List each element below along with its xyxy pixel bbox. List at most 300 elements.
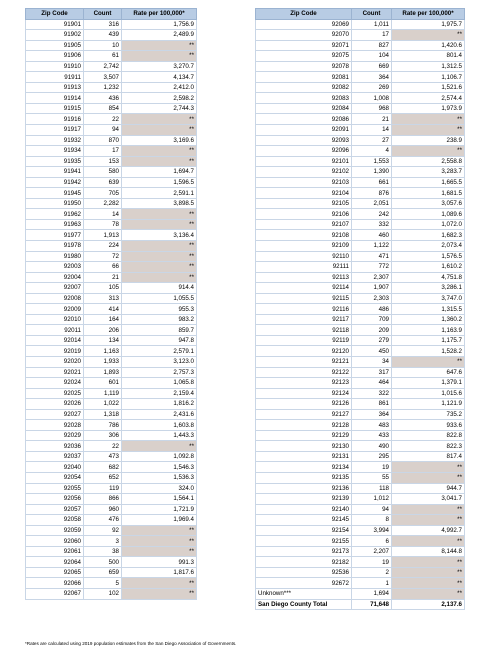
zip-code-cell: 92056: [26, 494, 84, 505]
table-row: [26, 314, 197, 325]
rate-cell: 1,089.6: [392, 209, 465, 220]
zip-code-cell: 92020: [26, 357, 84, 368]
table-row: [256, 293, 465, 304]
table-row: [256, 494, 465, 505]
table-row: [26, 124, 197, 135]
rate-cell: **: [122, 262, 197, 273]
table-row: [26, 209, 197, 220]
table-row: [26, 272, 197, 283]
rate-cell: **: [122, 146, 197, 157]
zip-code-cell: 91934: [26, 146, 84, 157]
zip-code-cell: 92131: [256, 451, 352, 462]
count-cell: 1,893: [84, 367, 122, 378]
rate-header: Rate per 100,000*: [392, 9, 465, 20]
rate-cell: 1,536.3: [122, 473, 197, 484]
count-cell: 332: [352, 219, 392, 230]
count-cell: 1,022: [84, 399, 122, 410]
rate-cell: **: [392, 124, 465, 135]
count-cell: 364: [352, 72, 392, 83]
table-row: [256, 198, 465, 209]
count-cell: 14: [352, 124, 392, 135]
zip-code-cell: 92004: [26, 272, 84, 283]
rate-cell: 735.2: [392, 409, 465, 420]
zip-code-cell: 91905: [26, 40, 84, 51]
zip-code-cell: 92118: [256, 325, 352, 336]
zip-code-cell: 92102: [256, 167, 352, 178]
zip-code-cell: 91911: [26, 72, 84, 83]
table-row: [256, 378, 465, 389]
rate-cell: 991.3: [122, 557, 197, 568]
count-cell: 316: [84, 19, 122, 30]
unknown-label: Unknown***: [256, 589, 352, 600]
zip-code-cell: 92103: [256, 177, 352, 188]
count-cell: 968: [352, 103, 392, 114]
table-row: [256, 536, 465, 547]
table-row: [26, 262, 197, 273]
zip-code-cell: 92134: [256, 462, 352, 473]
zip-code-cell: 92115: [256, 293, 352, 304]
zip-code-cell: 92135: [256, 473, 352, 484]
count-cell: 317: [352, 367, 392, 378]
zip-code-cell: 92007: [26, 283, 84, 294]
table-row: [26, 188, 197, 199]
zip-code-cell: 92139: [256, 494, 352, 505]
count-cell: 1,913: [84, 230, 122, 241]
zip-code-cell: 92140: [256, 504, 352, 515]
zip-code-cell: 92107: [256, 219, 352, 230]
zip-code-cell: 92093: [256, 135, 352, 146]
zip-code-cell: 91941: [26, 167, 84, 178]
count-cell: 500: [84, 557, 122, 568]
zip-code-header: Zip Code: [26, 9, 84, 20]
zip-code-cell: 92173: [256, 546, 352, 557]
rate-cell: 3,123.0: [122, 357, 197, 368]
count-cell: 1,008: [352, 93, 392, 104]
rate-cell: 822.3: [392, 441, 465, 452]
zip-code-cell: 92025: [26, 388, 84, 399]
rate-cell: 2,591.1: [122, 188, 197, 199]
count-cell: 269: [352, 82, 392, 93]
table-row: [256, 230, 465, 241]
rate-cell: 2,558.8: [392, 156, 465, 167]
table-row: [26, 399, 197, 410]
table-row: [26, 335, 197, 346]
rate-cell: 8,144.8: [392, 546, 465, 557]
count-cell: 72: [84, 251, 122, 262]
count-cell: 786: [84, 420, 122, 431]
rate-cell: 859.7: [122, 325, 197, 336]
rate-cell: 2,431.6: [122, 409, 197, 420]
zip-code-cell: 91906: [26, 51, 84, 62]
table-row: [26, 167, 197, 178]
rate-cell: 647.6: [392, 367, 465, 378]
count-cell: 5: [84, 578, 122, 589]
rate-cell: 955.3: [122, 304, 197, 315]
count-cell: 772: [352, 262, 392, 273]
table-row: [26, 293, 197, 304]
zip-code-cell: 92108: [256, 230, 352, 241]
count-cell: 19: [352, 462, 392, 473]
count-cell: 4: [352, 146, 392, 157]
table-row: [26, 61, 197, 72]
count-cell: 22: [84, 114, 122, 125]
table-row: [26, 483, 197, 494]
left-zip-table: [25, 8, 197, 600]
zip-code-cell: 91916: [26, 114, 84, 125]
rate-cell: 1,443.3: [122, 430, 197, 441]
zip-code-cell: 91935: [26, 156, 84, 167]
table-row: [26, 462, 197, 473]
county-total-count: 71,648: [352, 599, 392, 610]
zip-code-cell: 92061: [26, 546, 84, 557]
zip-code-cell: 92145: [256, 515, 352, 526]
table-row: [256, 272, 465, 283]
count-cell: 1,012: [352, 494, 392, 505]
count-cell: 21: [84, 272, 122, 283]
rate-cell: 1,973.9: [392, 103, 465, 114]
table-row: [256, 93, 465, 104]
count-cell: 2,742: [84, 61, 122, 72]
rate-cell: 3,057.6: [392, 198, 465, 209]
count-cell: 242: [352, 209, 392, 220]
zip-code-cell: 91914: [26, 93, 84, 104]
rate-cell: 1,379.1: [392, 378, 465, 389]
rate-cell: 1,816.2: [122, 399, 197, 410]
county-total-rate: 2,137.6: [392, 599, 465, 610]
zip-code-cell: 92136: [256, 483, 352, 494]
zip-code-cell: 92019: [26, 346, 84, 357]
unknown-rate: **: [392, 589, 465, 600]
zip-code-cell: 92037: [26, 451, 84, 462]
table-row: [26, 230, 197, 241]
rate-cell: **: [392, 30, 465, 41]
table-row: [256, 409, 465, 420]
count-cell: 682: [84, 462, 122, 473]
table-row: [256, 357, 465, 368]
zip-code-cell: 92066: [26, 578, 84, 589]
count-cell: 460: [352, 230, 392, 241]
count-cell: 134: [84, 335, 122, 346]
zip-code-cell: 92055: [26, 483, 84, 494]
zip-code-cell: 92122: [256, 367, 352, 378]
table-row: [256, 146, 465, 157]
rate-cell: **: [392, 357, 465, 368]
table-row: [26, 346, 197, 357]
table-row: [256, 483, 465, 494]
count-cell: 322: [352, 388, 392, 399]
count-cell: 450: [352, 346, 392, 357]
rate-cell: **: [122, 240, 197, 251]
table-row: [256, 82, 465, 93]
rate-cell: 947.8: [122, 335, 197, 346]
rate-cell: 3,169.6: [122, 135, 197, 146]
count-cell: 14: [84, 209, 122, 220]
rate-cell: 4,134.7: [122, 72, 197, 83]
count-cell: 94: [352, 504, 392, 515]
zip-code-cell: 92029: [26, 430, 84, 441]
rate-cell: 1,106.7: [392, 72, 465, 83]
zip-code-cell: 92116: [256, 304, 352, 315]
count-cell: 490: [352, 441, 392, 452]
zip-code-cell: 92026: [26, 399, 84, 410]
zip-code-cell: 92024: [26, 378, 84, 389]
zip-code-cell: 91932: [26, 135, 84, 146]
rate-cell: 1,175.7: [392, 335, 465, 346]
count-cell: 866: [84, 494, 122, 505]
count-cell: 2: [352, 567, 392, 578]
rate-cell: 1,312.5: [392, 61, 465, 72]
zip-code-cell: 92130: [256, 441, 352, 452]
table-row: [256, 335, 465, 346]
rate-cell: 2,073.4: [392, 240, 465, 251]
count-cell: 119: [84, 483, 122, 494]
rate-cell: 1,975.7: [392, 19, 465, 30]
rate-cell: **: [122, 156, 197, 167]
zip-code-cell: 92021: [26, 367, 84, 378]
zip-code-cell: 92127: [256, 409, 352, 420]
zip-code-cell: 92067: [26, 589, 84, 600]
rate-cell: **: [122, 536, 197, 547]
table-row: [256, 103, 465, 114]
rate-cell: **: [122, 589, 197, 600]
rate-cell: 4,992.7: [392, 525, 465, 536]
rate-cell: 2,744.3: [122, 103, 197, 114]
rate-cell: **: [122, 525, 197, 536]
table-row: [256, 177, 465, 188]
count-cell: 17: [352, 30, 392, 41]
zip-code-cell: 92011: [26, 325, 84, 336]
count-cell: 669: [352, 61, 392, 72]
table-row: [256, 135, 465, 146]
table-row: [26, 430, 197, 441]
table-row: [26, 378, 197, 389]
table-row: [256, 388, 465, 399]
count-cell: 483: [352, 420, 392, 431]
table-row: [256, 156, 465, 167]
table-row: [256, 367, 465, 378]
table-row: [26, 420, 197, 431]
zip-code-cell: 92086: [256, 114, 352, 125]
count-cell: 21: [352, 114, 392, 125]
table-row: [26, 589, 197, 600]
rate-cell: 3,747.0: [392, 293, 465, 304]
zip-code-cell: 92059: [26, 525, 84, 536]
count-cell: 1,163: [84, 346, 122, 357]
table-row: [256, 240, 465, 251]
rate-cell: 1,121.9: [392, 399, 465, 410]
rate-cell: 1,420.6: [392, 40, 465, 51]
zip-code-cell: 92120: [256, 346, 352, 357]
rate-cell: 2,412.0: [122, 82, 197, 93]
rate-cell: 801.4: [392, 51, 465, 62]
table-row: [26, 557, 197, 568]
table-row: [26, 219, 197, 230]
count-cell: 279: [352, 335, 392, 346]
zip-code-cell: 91902: [26, 30, 84, 41]
rate-cell: 1,092.8: [122, 451, 197, 462]
zip-code-cell: 92109: [256, 240, 352, 251]
count-cell: 1,907: [352, 283, 392, 294]
table-row: [256, 441, 465, 452]
table-row: [256, 219, 465, 230]
zip-code-cell: 92083: [256, 93, 352, 104]
rate-cell: 1,756.9: [122, 19, 197, 30]
count-cell: 10: [84, 40, 122, 51]
zip-code-cell: 92060: [26, 536, 84, 547]
zip-code-cell: 92096: [256, 146, 352, 157]
table-row: [256, 61, 465, 72]
count-header: Count: [84, 9, 122, 20]
count-cell: 66: [84, 262, 122, 273]
rate-cell: 1,817.6: [122, 567, 197, 578]
zip-code-cell: 92104: [256, 188, 352, 199]
table-row: [256, 251, 465, 262]
zip-code-cell: 92065: [26, 567, 84, 578]
count-cell: 1,011: [352, 19, 392, 30]
count-cell: 601: [84, 378, 122, 389]
table-row: [26, 536, 197, 547]
count-cell: 854: [84, 103, 122, 114]
zip-code-cell: 92113: [256, 272, 352, 283]
zip-code-cell: 91901: [26, 19, 84, 30]
count-cell: 580: [84, 167, 122, 178]
count-cell: 827: [352, 40, 392, 51]
table-row: [26, 357, 197, 368]
rate-cell: **: [122, 114, 197, 125]
zip-code-cell: 92009: [26, 304, 84, 315]
footnote: *Rates are calculated using 2019 population estimates from the San Diego Association of Governments.: [25, 641, 237, 646]
count-cell: 104: [352, 51, 392, 62]
rate-header: Rate per 100,000*: [122, 9, 197, 20]
rate-cell: 1,163.9: [392, 325, 465, 336]
count-cell: 61: [84, 51, 122, 62]
table-row: [256, 30, 465, 41]
count-cell: 471: [352, 251, 392, 262]
zip-code-cell: 92126: [256, 399, 352, 410]
count-cell: 55: [352, 473, 392, 484]
count-cell: 78: [84, 219, 122, 230]
rate-cell: 1,015.6: [392, 388, 465, 399]
count-cell: 2,307: [352, 272, 392, 283]
count-cell: 433: [352, 430, 392, 441]
table-row: [26, 198, 197, 209]
rate-cell: **: [392, 146, 465, 157]
table-row: [256, 420, 465, 431]
count-cell: 17: [84, 146, 122, 157]
count-cell: 34: [352, 357, 392, 368]
zip-code-cell: 92111: [256, 262, 352, 273]
rate-cell: 2,489.9: [122, 30, 197, 41]
unknown shaded-row: [256, 589, 465, 600]
count-cell: 92: [84, 525, 122, 536]
zip-code-cell: 91978: [26, 240, 84, 251]
table-row: [256, 51, 465, 62]
table-row: [256, 451, 465, 462]
zip-code-cell: 92078: [256, 61, 352, 72]
rate-cell: 1,528.2: [392, 346, 465, 357]
table-row: [26, 325, 197, 336]
table-row: [256, 346, 465, 357]
rate-cell: 933.6: [392, 420, 465, 431]
table-row: [26, 177, 197, 188]
table-row: [256, 188, 465, 199]
rate-cell: **: [122, 209, 197, 220]
count-cell: 1,553: [352, 156, 392, 167]
table-row: [26, 156, 197, 167]
count-cell: 206: [84, 325, 122, 336]
count-cell: 224: [84, 240, 122, 251]
count-cell: 659: [84, 567, 122, 578]
count-cell: 1,122: [352, 240, 392, 251]
count-cell: 473: [84, 451, 122, 462]
table-row: [26, 72, 197, 83]
table-row: [26, 546, 197, 557]
count-cell: 313: [84, 293, 122, 304]
rate-cell: 3,136.4: [122, 230, 197, 241]
rate-cell: 1,681.5: [392, 188, 465, 199]
table-row: [26, 515, 197, 526]
zip-code-cell: 92084: [256, 103, 352, 114]
zip-code-cell: 92124: [256, 388, 352, 399]
rate-cell: 1,694.7: [122, 167, 197, 178]
table-row: [26, 82, 197, 93]
rate-cell: **: [122, 124, 197, 135]
table-row: [256, 124, 465, 135]
rate-cell: 1,072.0: [392, 219, 465, 230]
zip-code-cell: 91977: [26, 230, 84, 241]
table-row: [26, 388, 197, 399]
rate-cell: 324.0: [122, 483, 197, 494]
count-cell: 295: [352, 451, 392, 462]
table-row: [256, 557, 465, 568]
rate-cell: 1,315.5: [392, 304, 465, 315]
count-cell: 476: [84, 515, 122, 526]
table-row: [26, 135, 197, 146]
zip-code-cell: 92117: [256, 314, 352, 325]
count-cell: 6: [352, 536, 392, 547]
table-row: [26, 146, 197, 157]
rate-cell: 1,969.4: [122, 515, 197, 526]
table-row: [256, 72, 465, 83]
zip-code-cell: 91950: [26, 198, 84, 209]
rate-cell: **: [392, 536, 465, 547]
table-row: [26, 51, 197, 62]
rate-cell: **: [122, 578, 197, 589]
zip-code-cell: 92123: [256, 378, 352, 389]
rate-cell: 817.4: [392, 451, 465, 462]
count-cell: 861: [352, 399, 392, 410]
table-row: [256, 567, 465, 578]
rate-cell: **: [392, 473, 465, 484]
rate-cell: 1,665.5: [392, 177, 465, 188]
rate-cell: **: [122, 51, 197, 62]
table-row: [26, 504, 197, 515]
rate-cell: **: [392, 462, 465, 473]
count-cell: 102: [84, 589, 122, 600]
count-cell: 22: [84, 441, 122, 452]
zip-code-cell: 92114: [256, 283, 352, 294]
table-row: [26, 409, 197, 420]
table-row: [26, 367, 197, 378]
rate-cell: **: [392, 504, 465, 515]
table-row: [256, 304, 465, 315]
count-cell: 1,318: [84, 409, 122, 420]
zip-code-cell: 91942: [26, 177, 84, 188]
count-cell: 661: [352, 177, 392, 188]
rate-cell: 1,603.8: [122, 420, 197, 431]
count-cell: 8: [352, 515, 392, 526]
count-cell: 306: [84, 430, 122, 441]
